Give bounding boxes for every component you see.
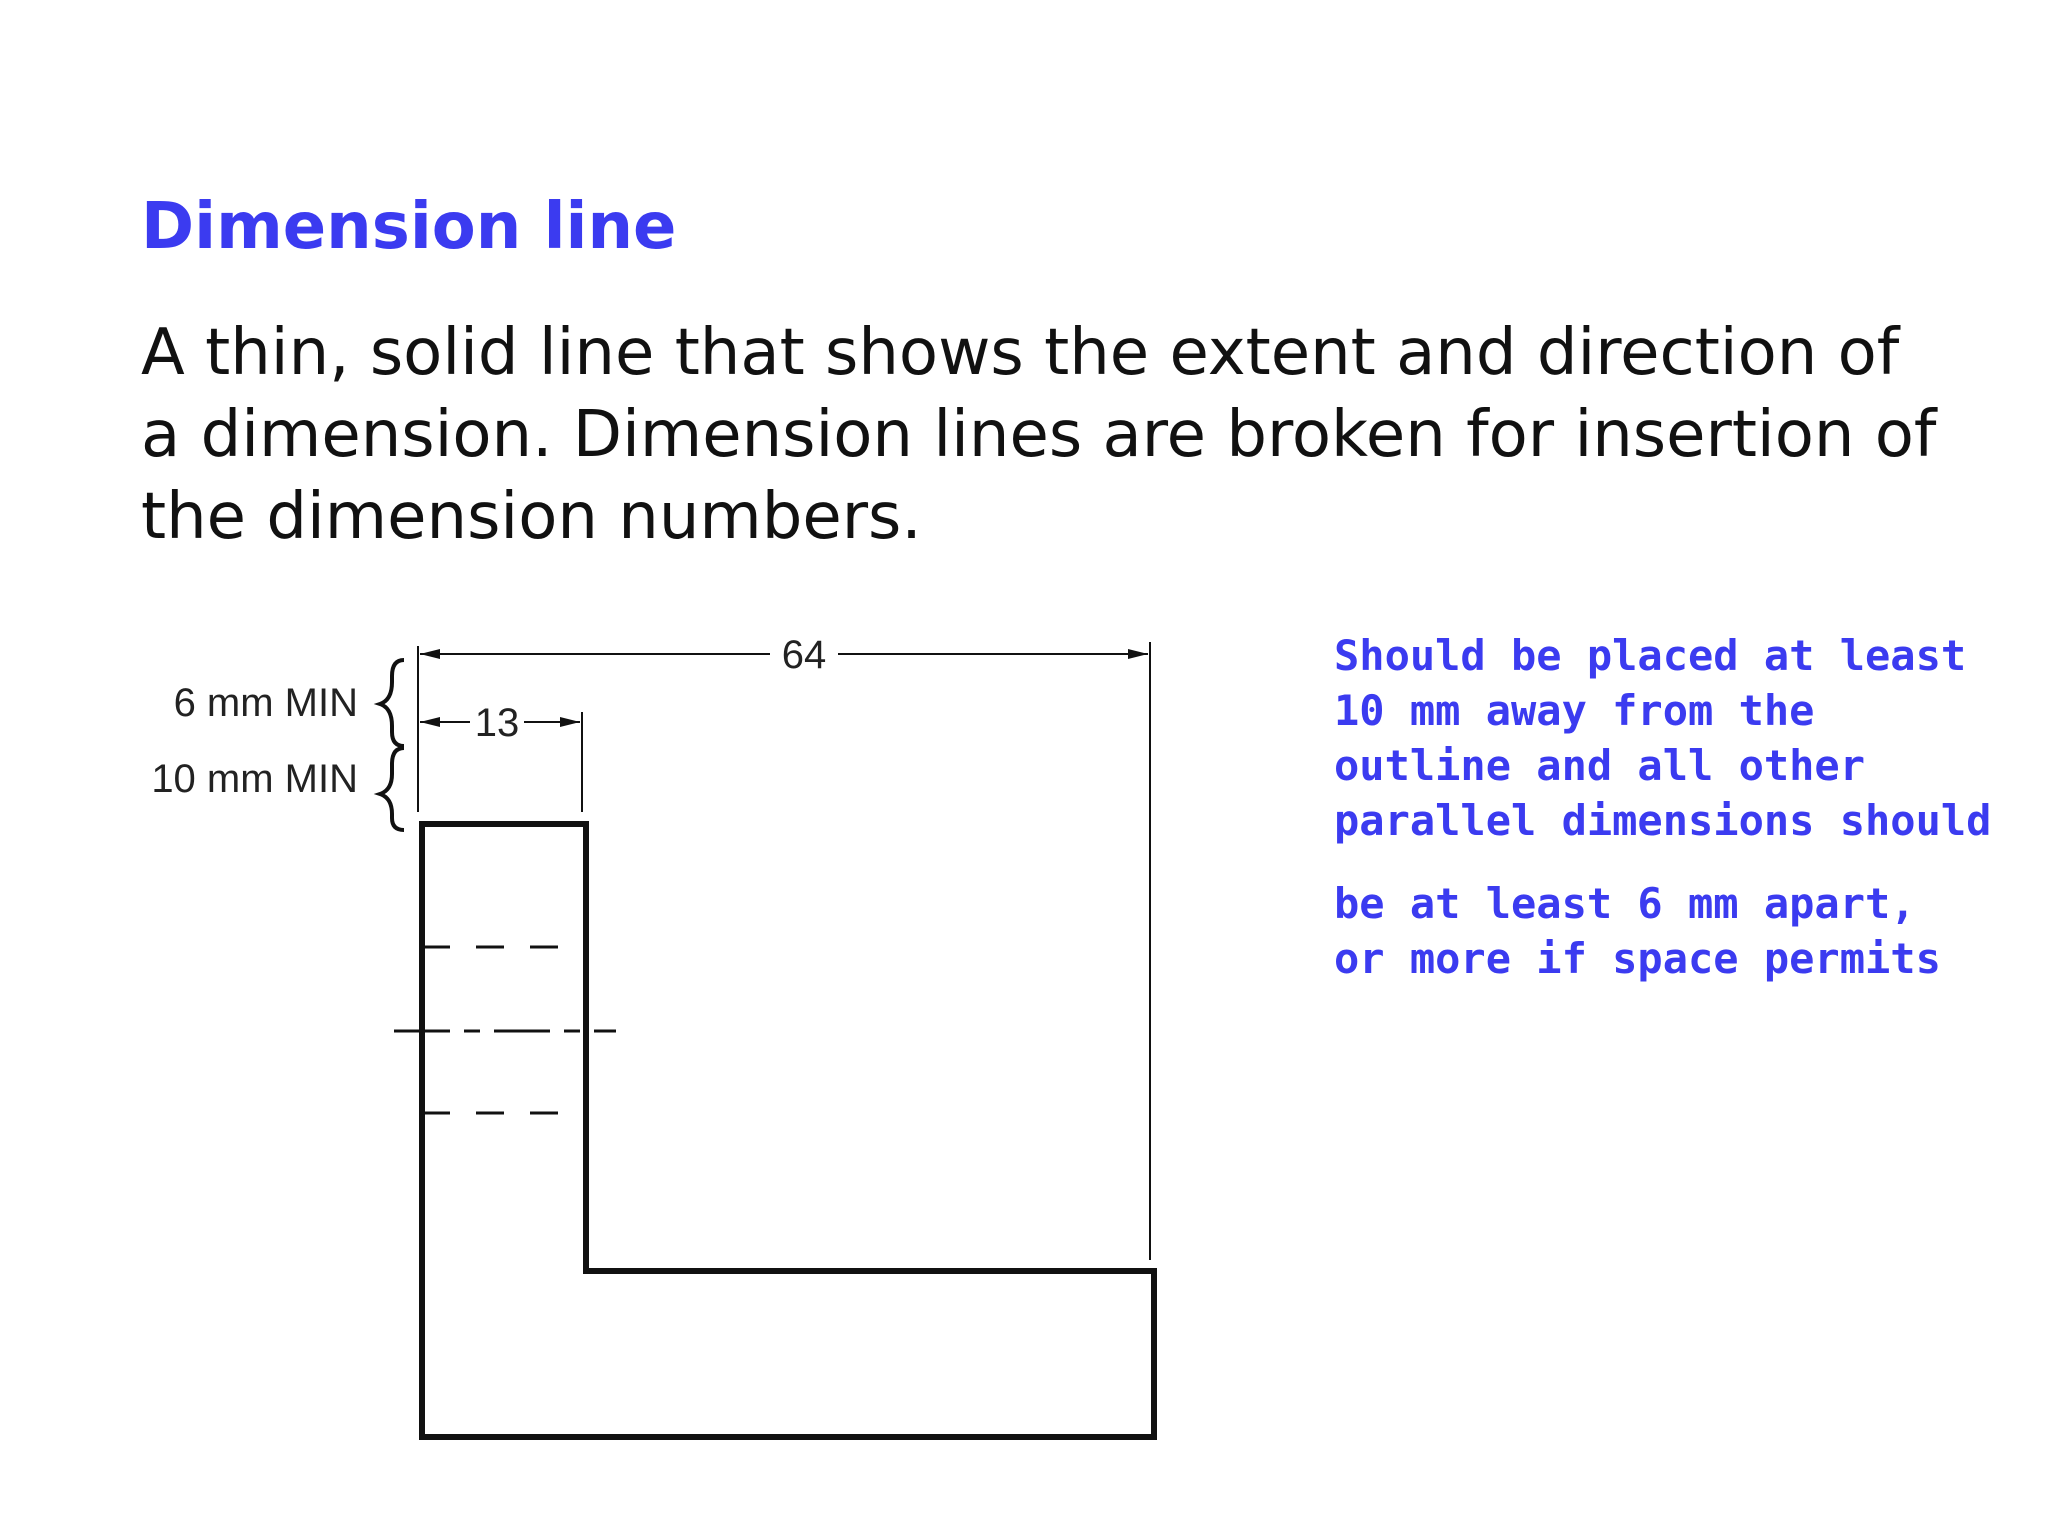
dimension-value-64: 64: [781, 633, 827, 677]
definition-line-1: A thin, solid line that shows the extent and direction of: [141, 316, 1900, 390]
note-line: Should be placed at least: [1334, 631, 1967, 680]
label-6mm-min: 6 mm MIN: [173, 681, 358, 725]
dimension-value-13: 13: [474, 701, 520, 745]
slide-title: Dimension line: [141, 190, 677, 264]
note-line: 10 mm away from the: [1334, 686, 1815, 735]
note-line: parallel dimensions should: [1334, 796, 1992, 845]
part-outline: [422, 824, 1154, 1437]
definition-line-3: the dimension numbers.: [141, 480, 922, 554]
note-line: or more if space permits: [1334, 934, 1941, 983]
definition-line-2: a dimension. Dimension lines are broken for insertion of: [141, 398, 1937, 472]
label-10mm-min: 10 mm MIN: [151, 757, 358, 801]
brace-10mm: [380, 748, 404, 830]
note-line: outline and all other: [1334, 741, 1866, 790]
note-line: be at least 6 mm apart,: [1334, 879, 1916, 928]
brace-6mm: [380, 660, 404, 746]
